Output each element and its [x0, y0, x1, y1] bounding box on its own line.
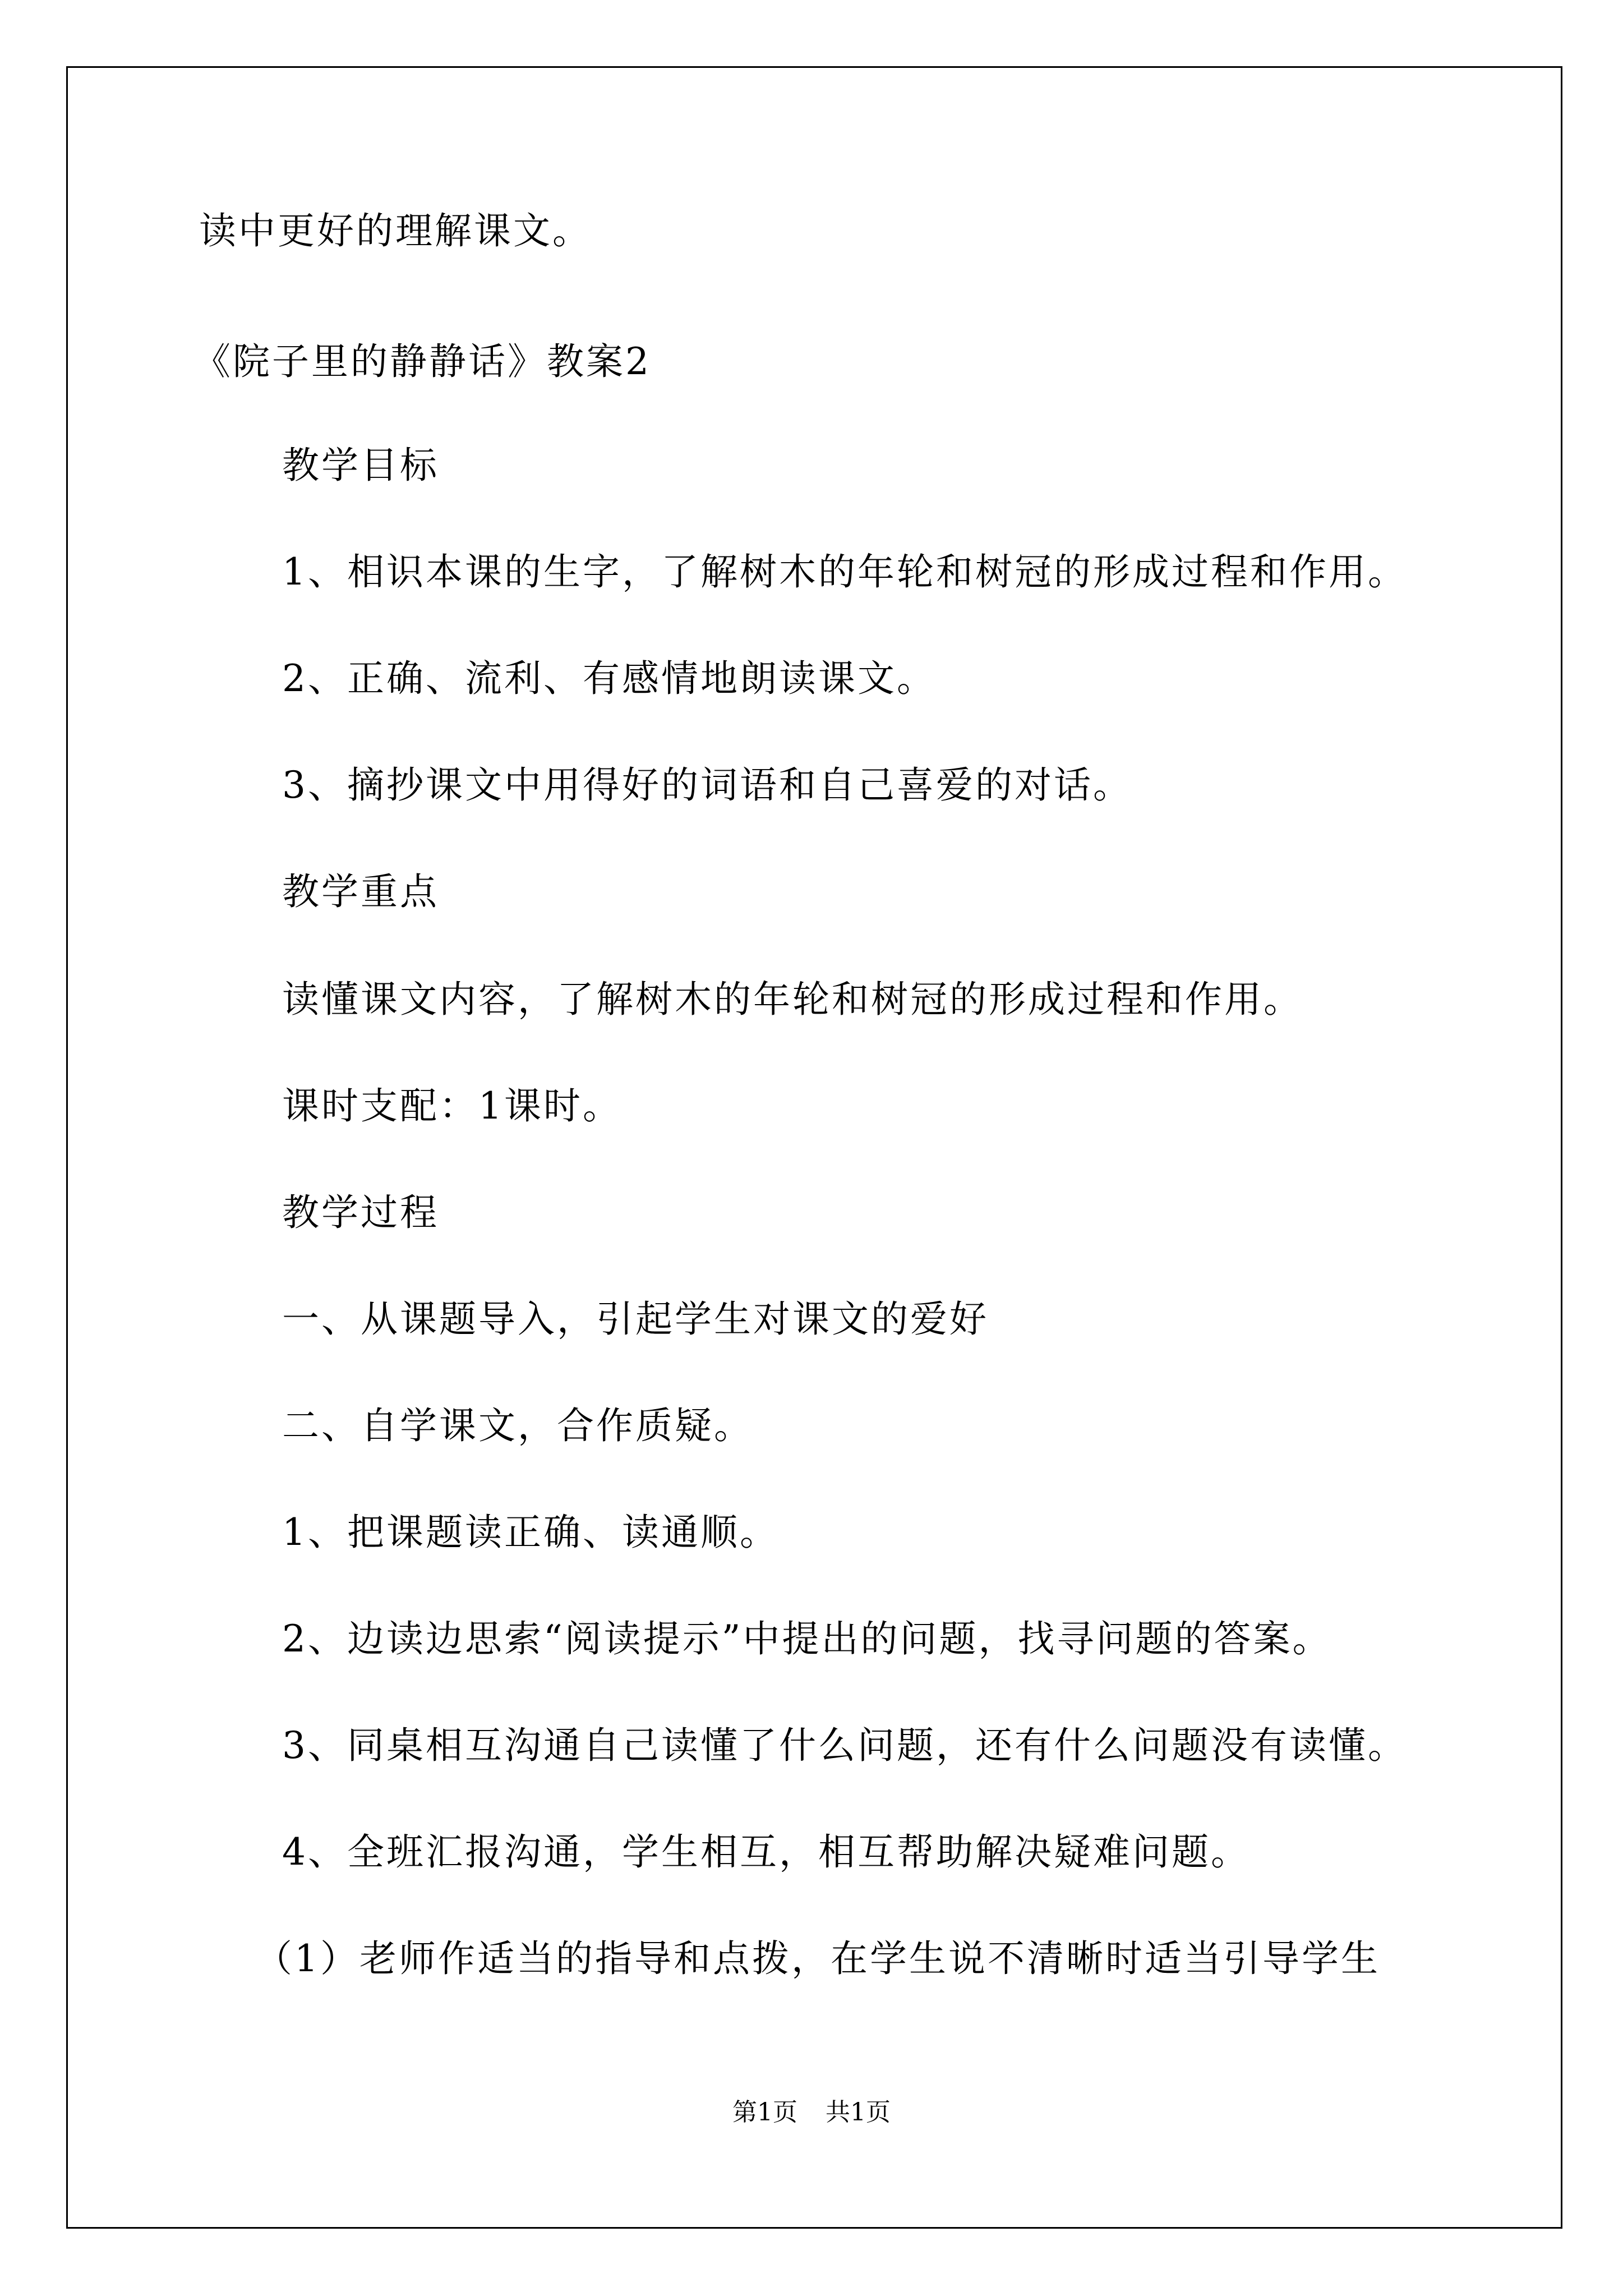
document-title: 《院子里的静静话》教案2: [193, 340, 651, 383]
text-line-substep-4: 4、全班汇报沟通，学生相互，相互帮助解决疑难问题。: [282, 1830, 1250, 1874]
text-line-step-2: 二、自学课文，合作质疑。: [282, 1404, 753, 1447]
page-border: [66, 66, 1562, 2229]
text-line-1: 读中更好的理解课文。: [199, 209, 592, 252]
text-line-substep-2: 2、边读边思索“阅读提示”中提出的问题，找寻问题的答案。: [282, 1617, 1332, 1660]
text-line-objective-1: 1、相识本课的生字，了解树木的年轮和树冠的形成过程和作用。: [282, 550, 1407, 593]
section-heading-focus: 教学重点: [282, 870, 439, 913]
text-line-objective-2: 2、正确、流利、有感情地朗读课文。: [282, 657, 936, 700]
section-heading-process: 教学过程: [282, 1191, 439, 1234]
text-line-substep-3: 3、同桌相互沟通自己读懂了什么问题，还有什么问题没有读懂。: [282, 1724, 1407, 1767]
text-line-step-1: 一、从课题导入，引起学生对课文的爱好: [282, 1297, 989, 1341]
text-line-substep-4-1: （1）老师作适当的指导和点拨，在学生说不清晰时适当引导学生: [255, 1937, 1380, 1980]
section-heading-objectives: 教学目标: [282, 444, 439, 487]
text-line-focus: 读懂课文内容，了解树木的年轮和树冠的形成过程和作用。: [282, 978, 1303, 1021]
text-line-objective-3: 3、摘抄课文中用得好的词语和自己喜爱的对话。: [282, 763, 1132, 807]
page-footer: [0, 2096, 1623, 2129]
text-line-substep-1: 1、把课题读正确、读通顺。: [282, 1511, 779, 1554]
text-line-schedule: 课时支配：1课时。: [282, 1084, 622, 1128]
page-number: 第1页: [732, 2098, 797, 2127]
page-total: 共1页: [826, 2098, 891, 2127]
